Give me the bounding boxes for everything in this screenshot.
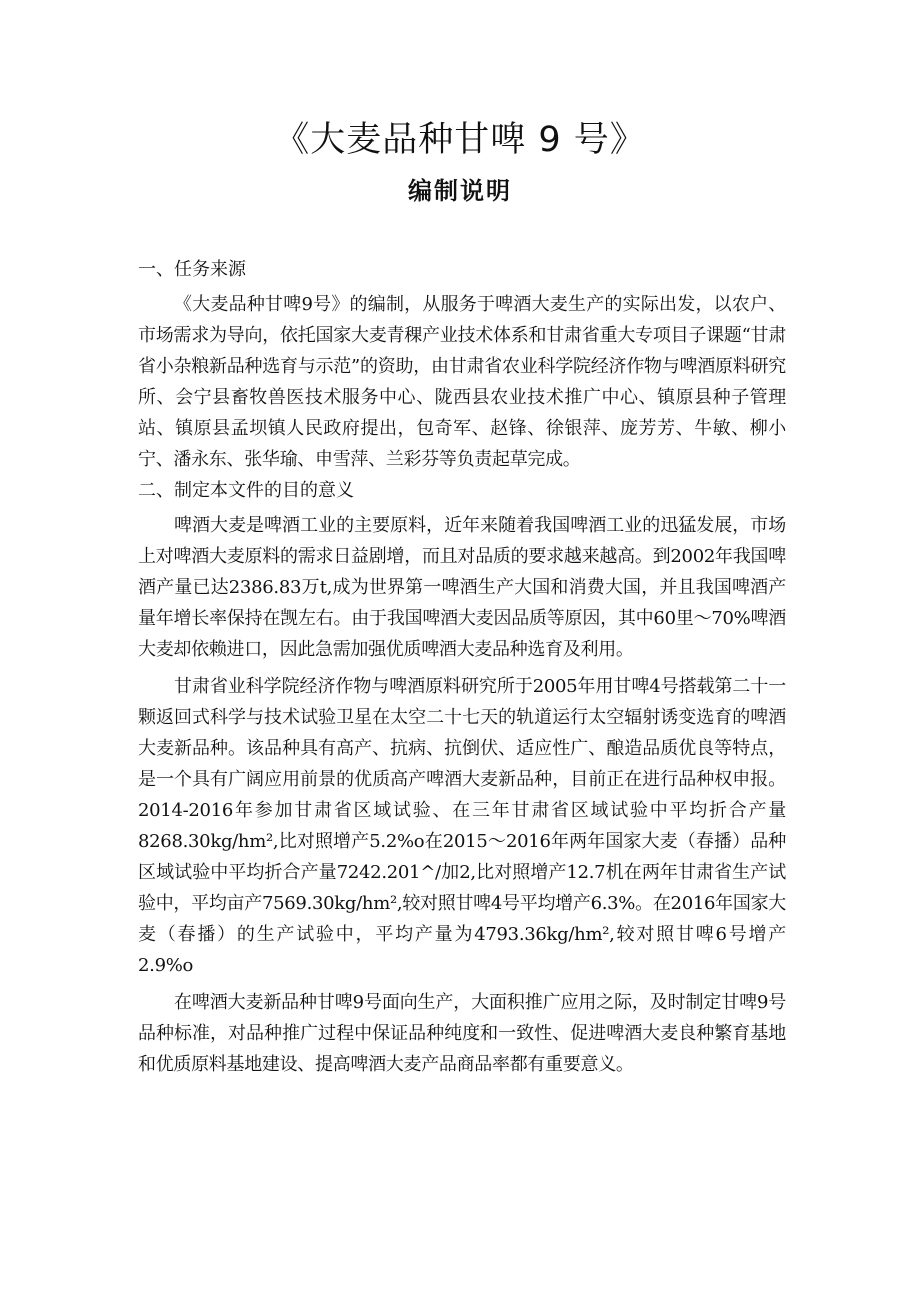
section-heading-purpose: 二、制定本文件的目的意义 — [138, 480, 354, 501]
paragraph-task-source: 《大麦品种甘啤9号》的编制，从服务于啤酒大麦生产的实际出发，以农户、市场需求为导向，依托国家大麦青稞产业技术体系和甘肃省重大专项目子课题“甘肃省小杂粮新品种选育与示范”的资助，由甘肃省农业科学院经济作物与啤酒原料研究所、会宁县畜牧兽医技术服务中心、陇西县农业技术推广中心、镇原县种子管理站、镇原县孟坝镇人民政府提出，包奇军、赵锋、徐银萍、庞芳芳、牛敏、柳小宁、潘永东、张华瑜、申雪萍、兰彩芬等负责起草完成。 — [138, 294, 786, 470]
document-subtitle: 编制说明 — [408, 177, 512, 205]
document-title: 《大麦品种甘啤 9 号》 — [274, 120, 646, 160]
section-heading-task-source: 一、任务来源 — [138, 259, 246, 280]
document-body — [138, 256, 786, 1080]
paragraph-purpose-1: 啤酒大麦是啤酒工业的主要原料，近年来随着我国啤酒工业的迅猛发展，市场上对啤酒大麦原料的需求日益剧增，而且对品质的要求越来越高。到2002年我国啤酒产量已达2386.83万t,成为世界第一啤酒生产大国和消费大国，并且我国啤酒产量年增长率保持在觊左右。由于我国啤酒大麦因品质等原因，其中60里～70%啤酒大麦却依赖进口，因此急需加强优质啤酒大麦品种选育及利用。 — [138, 515, 786, 660]
paragraph-purpose-3: 在啤酒大麦新品种甘啤9号面向生产，大面积推广应用之际，及时制定甘啤9号品种标准，对品种推广过程中保证品种纯度和一致性、促进啤酒大麦良种繁育基地和优质原料基地建设、提高啤酒大麦产品商品率都有重要意义。 — [138, 992, 786, 1075]
paragraph-purpose-2: 甘肃省业科学院经济作物与啤酒原料研究所于2005年用甘啤4号搭载第二十一颗返回式科学与技术试验卫星在太空二十七天的轨道运行太空辐射诱变选育的啤酒大麦新品种。该品种具有高产、抗病、抗倒伏、适应性广、酿造品质优良等特点，是一个具有广阔应用前景的优质高产啤酒大麦新品种，目前正在进行品种权申报。2014-2016年参加甘肃省区域试验、在三年甘肃省区域试验中平均折合产量8268.30kg/hm²,比对照增产5.2%o在2015～2016年两年国家大麦（春播）品种区域试验中平均折合产量7242.201^/加2,比对照增产12.7机在两年甘肃省生产试验中，平均亩产7569.30kg/hm²,较对照甘啤4号平均增产6.3%。在2016年国家大麦（春播）的生产试验中，平均产量为4793.36kg/hm²,较对照甘啤6号增产2.9%o — [138, 676, 787, 976]
